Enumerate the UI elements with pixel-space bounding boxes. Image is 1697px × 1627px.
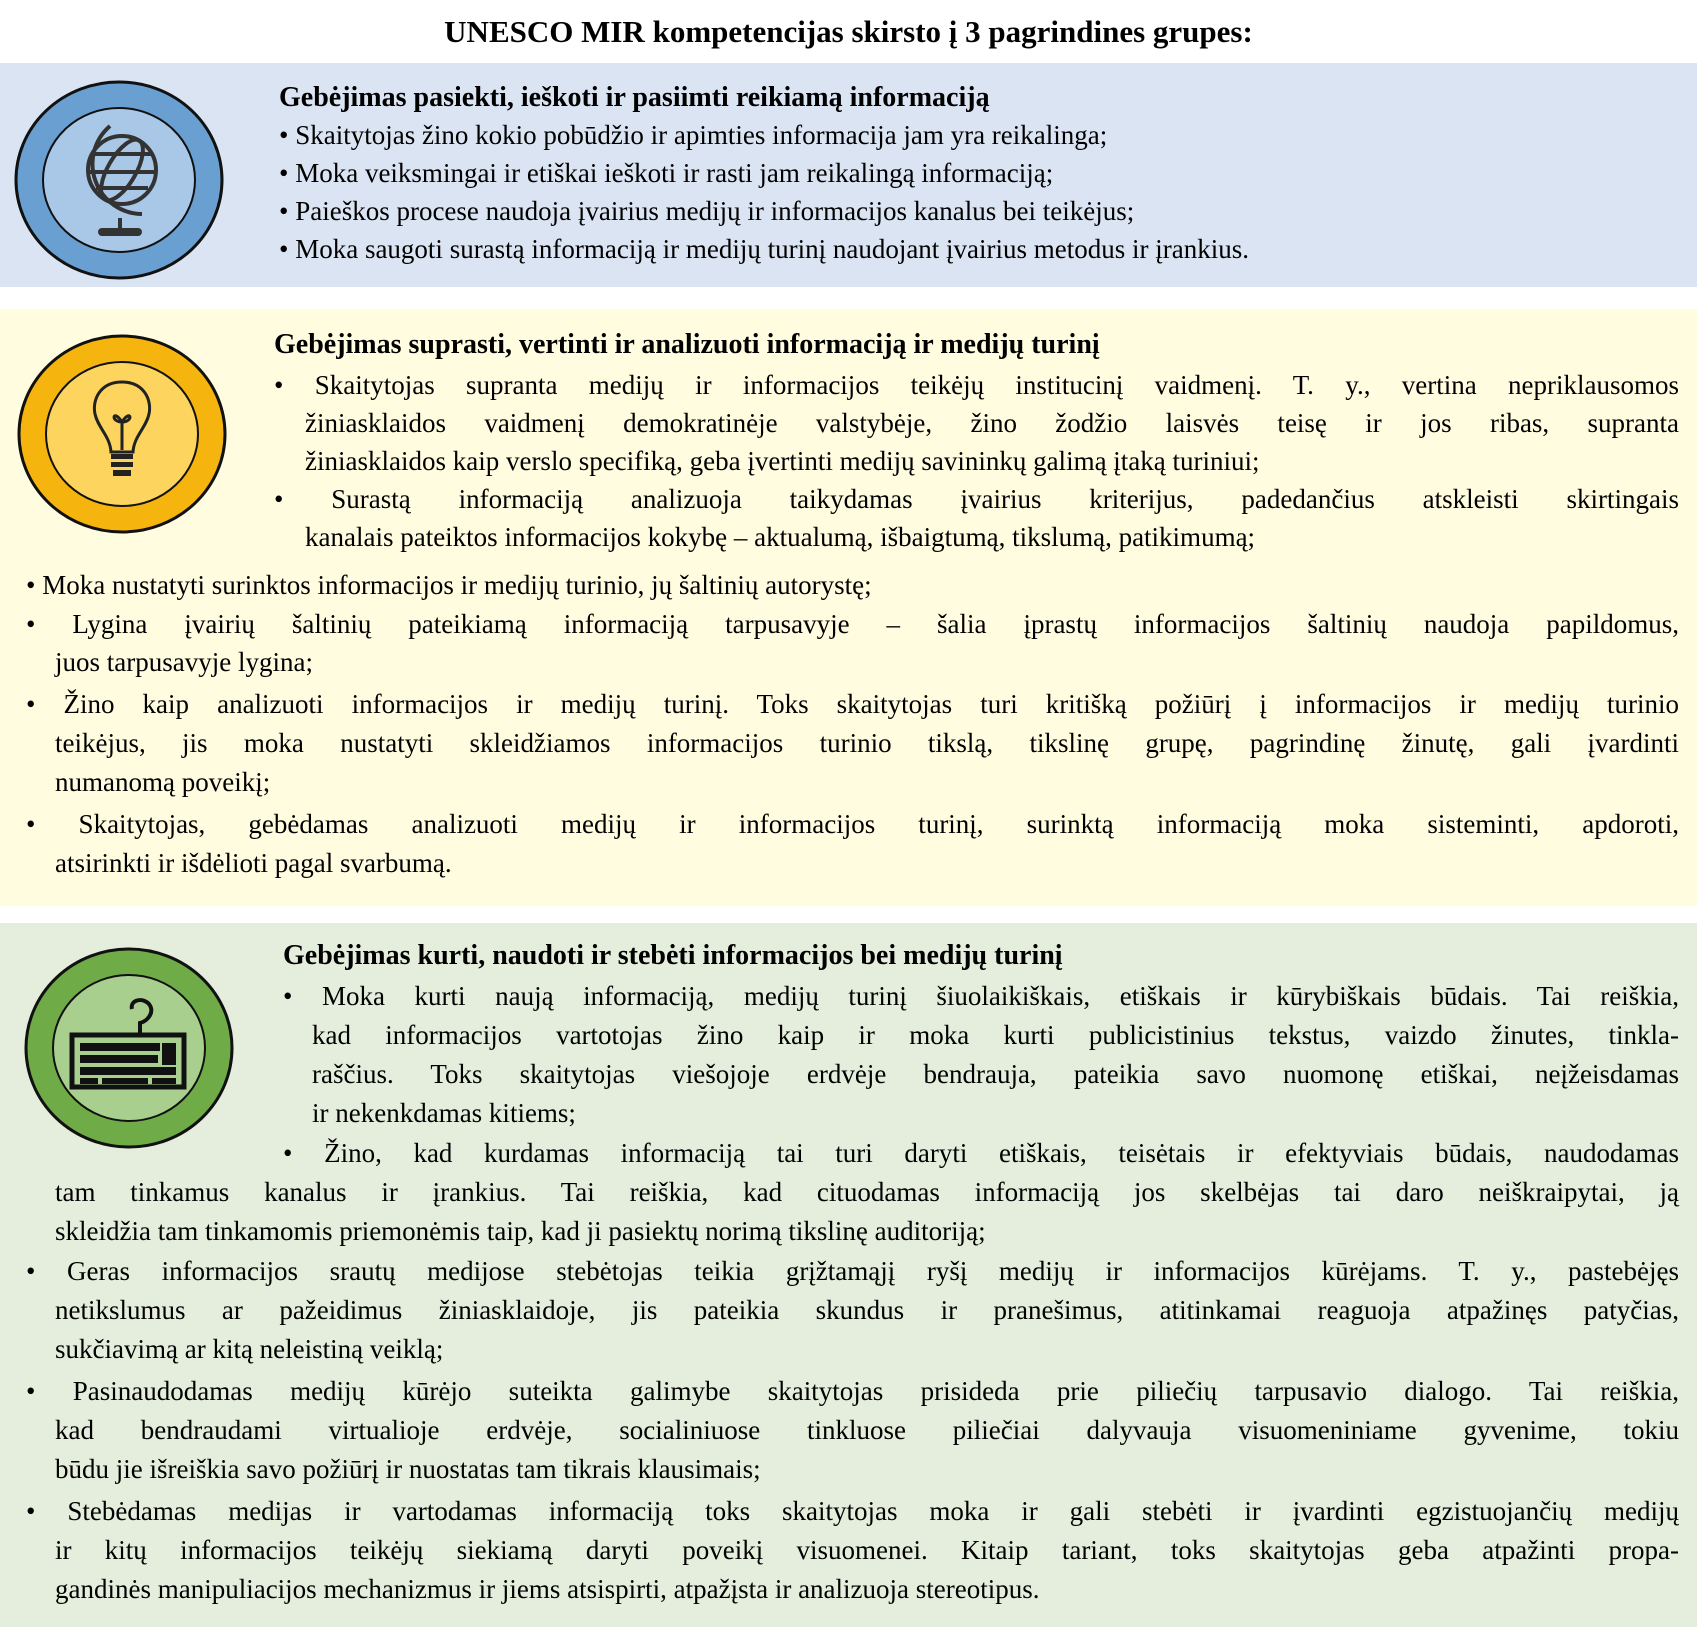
list-item: teikėjus, jis moka nustatyti skleidžiamos informacijos turinio tikslą, tikslinę grupę, pagrindinę žinutę, gali įvardinti xyxy=(55,728,1679,758)
list-item: būdu jie išreiškia savo požiūrį ir nuostatas tam tikrais klausimais; xyxy=(55,1454,761,1484)
list-item: raščius. Toks skaitytojas viešojoje erdvėje bendrauja, pateikia savo nuomonę etiškai, neįžeisdamas xyxy=(312,1059,1679,1089)
list-item: • Moka saugoti surastą informaciją ir medijų turinį naudojant įvairius metodus ir įrankius. xyxy=(279,234,1250,264)
list-item: • Geras informacijos srautų medijose stebėtojas teikia grįžtamąjį ryšį medijų ir informacijos kūrėjams. T. y., pastebėjęs xyxy=(26,1256,1679,1286)
list-item: • Skaitytojas, gebėdamas analizuoti medijų ir informacijos turinį, surinktą informaciją moka sisteminti, apdoroti, xyxy=(26,809,1679,839)
keyboard-icon xyxy=(22,945,236,1151)
list-item: netikslumus ar pažeidimus žiniasklaidoje, jis pateikia skundus ir pranešimus, atitinkamai reaguoja atpažinęs patyčias, xyxy=(55,1295,1679,1325)
list-item: • Skaitytojas supranta medijų ir informacijos teikėjų institucinį vaidmenį. T. y., vertina nepriklausomos xyxy=(274,370,1679,400)
list-item: žiniasklaidos vaidmenį demokratinėje valstybėje, žino žodžio laisvės teisę ir jos ribas, supranta xyxy=(305,408,1679,438)
list-item: tam tinkamus kanalus ir įrankius. Tai reiškia, kad cituodamas informaciją jos skelbėjas tai daro neiškraipytai, ją xyxy=(55,1177,1679,1207)
list-item: • Moka veiksmingai ir etiškai ieškoti ir rasti jam reikalingą informaciją; xyxy=(279,158,1054,188)
lightbulb-icon xyxy=(15,332,229,536)
list-item: • Moka nustatyti surinktos informacijos ir medijų turinio, jų šaltinių autorystę; xyxy=(26,570,872,600)
list-item: ir kitų informacijos teikėjų siekiamą daryti poveikį visuomenei. Kitaip tariant, toks skaitytojas geba atpažinti propa- xyxy=(55,1535,1679,1565)
list-item: ir nekenkdamas kitiems; xyxy=(312,1098,576,1128)
group-access-heading: Gebėjimas pasiekti, ieškoti ir pasiimti reikiamą informaciją xyxy=(279,82,990,113)
list-item: • Lygina įvairių šaltinių pateikiamą informaciją tarpusavyje – šalia įprastų informacijos šaltinių naudoja papildomus, xyxy=(26,609,1679,639)
group-evaluate-heading: Gebėjimas suprasti, vertinti ir analizuoti informaciją ir medijų turinį xyxy=(274,329,1100,360)
group-create-heading: Gebėjimas kurti, naudoti ir stebėti informacijos bei medijų turinį xyxy=(283,940,1063,971)
list-item: kad informacijos vartotojas žino kaip ir moka kurti publicistinius tekstus, vaizdo žinutes, tinkla- xyxy=(312,1020,1679,1050)
list-item: • Paieškos procese naudoja įvairius medijų ir informacijos kanalus bei teikėjus; xyxy=(279,196,1135,226)
list-item: kanalais pateiktos informacijos kokybę – aktualumą, išbaigtumą, tikslumą, patikimumą; xyxy=(305,522,1256,552)
list-item: žiniasklaidos kaip verslo specifiką, geba įvertinti medijų savininkų galimą įtaką turiniui; xyxy=(305,446,1260,476)
list-item: • Stebėdamas medijas ir vartodamas informaciją toks skaitytojas moka ir gali stebėti ir įvardinti egzistuojančių medijų xyxy=(26,1496,1679,1526)
list-item: atsirinkti ir išdėlioti pagal svarbumą. xyxy=(55,848,452,878)
list-item: juos tarpusavyje lygina; xyxy=(55,647,313,677)
list-item: • Skaitytojas žino kokio pobūdžio ir apimties informacija jam yra reikalinga; xyxy=(279,120,1108,150)
list-item: • Žino kaip analizuoti informacijos ir medijų turinį. Toks skaitytojas turi kritišką požiūrį į informacijos ir medijų turinio xyxy=(26,689,1679,719)
globe-icon xyxy=(12,78,226,282)
list-item: • Surastą informaciją analizuoja taikydamas įvairius kriterijus, padedančius atskleisti skirtingais xyxy=(274,484,1679,514)
list-item: sukčiavimą ar kitą neleistiną veiklą; xyxy=(55,1334,444,1364)
list-item: numanomą poveikį; xyxy=(55,767,271,797)
list-item: skleidžia tam tinkamomis priemonėmis taip, kad ji pasiektų norimą tikslinę auditoriją; xyxy=(55,1216,986,1246)
list-item: gandinės manipuliacijos mechanizmus ir jiems atsispirti, atpažįsta ir analizuoja stereotipus. xyxy=(55,1574,1040,1604)
page-title: UNESCO MIR kompetencijas skirsto į 3 pagrindines grupes: xyxy=(444,14,1253,49)
list-item: • Žino, kad kurdamas informaciją tai turi daryti etiškais, teisėtais ir efektyviais būdais, naudodamas xyxy=(283,1138,1679,1168)
list-item: • Moka kurti naują informaciją, medijų turinį šiuolaikiškais, etiškais ir kūrybiškais būdais. Tai reiškia, xyxy=(283,981,1679,1011)
list-item: • Pasinaudodamas medijų kūrėjo suteikta galimybe skaitytojas prisideda prie piliečių tarpusavio dialogo. Tai reiškia, xyxy=(26,1376,1679,1406)
list-item: kad bendraudami virtualioje erdvėje, socialiniuose tinkluose piliečiai dalyvauja visuomeniniame gyvenime, tokiu xyxy=(55,1415,1679,1445)
